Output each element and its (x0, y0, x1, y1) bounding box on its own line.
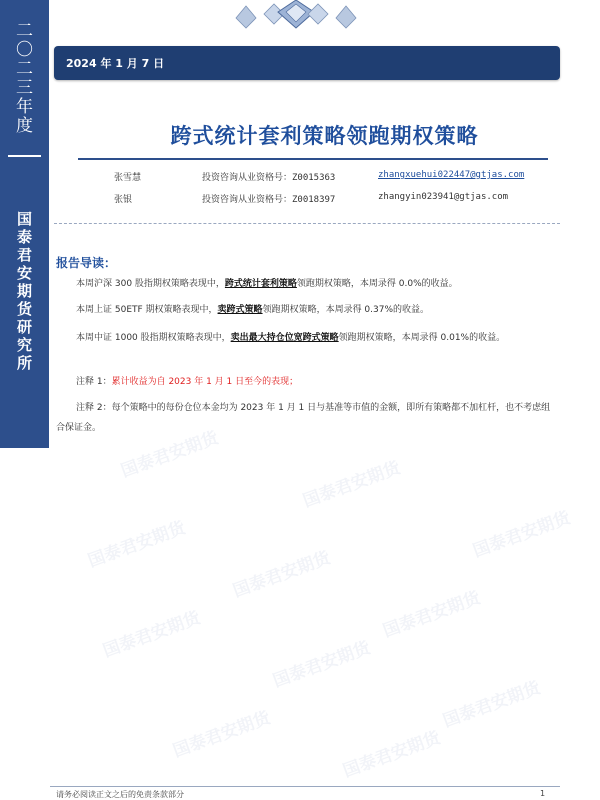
guide-heading: 报告导读： (56, 256, 117, 270)
author-name: 张银 (114, 195, 133, 205)
year-char: 二 (16, 21, 33, 41)
author-divider (54, 223, 560, 224)
company-char: 究 (16, 336, 32, 354)
company-char: 期 (16, 282, 32, 300)
author-email: zhangyin023941@gtjas.com (378, 192, 509, 202)
summary-paragraph: 本周中证 1000 股指期权策略表现中，卖出最大持仓位宽跨式策略领跑期权策略，本周录得 0.01%的收益。 (76, 333, 506, 343)
company-char: 所 (16, 354, 32, 372)
watermark: 国泰君安期货 (380, 588, 484, 642)
company-char: 国 (16, 210, 32, 228)
note-1: 注释 1：累计收益为自 2023 年 1 月 1 日至今的表现； (76, 377, 299, 387)
watermark: 国泰君安期货 (440, 678, 544, 732)
author-name: 张雪慧 (114, 173, 142, 183)
summary-paragraph: 本周上证 50ETF 期权策略表现中，卖跨式策略领跑期权策略，本周录得 0.37%的收益。 (76, 305, 430, 315)
title-rule (78, 158, 548, 160)
sidebar-year (0, 22, 49, 136)
sidebar-company (0, 210, 49, 372)
company-char: 研 (16, 318, 32, 336)
report-date: 2024 年 1 月 7 日 (66, 57, 165, 70)
watermark: 国泰君安期货 (170, 708, 274, 762)
footer-disclaimer: 请务必阅读正文之后的免责条款部分 (56, 790, 184, 799)
gem-logo-icon (226, 0, 366, 30)
year-char: 二 (16, 59, 33, 79)
watermark: 国泰君安期货 (340, 728, 444, 782)
company-char: 君 (16, 246, 32, 264)
watermark: 国泰君安期货 (100, 608, 204, 662)
year-char: 度 (16, 116, 33, 136)
company-char: 泰 (16, 228, 32, 246)
year-char: 年 (16, 97, 33, 117)
sidebar-divider (8, 155, 41, 157)
date-banner (54, 46, 560, 80)
author-email-link[interactable]: zhangxuehui022447@gtjas.com (378, 170, 525, 180)
author-cert: 投资咨询从业资格号：Z0015363 (202, 173, 336, 183)
note-2: 注释 2：每个策略中的每份仓位本金均为 2023 年 1 月 1 日与基准等市值的金额，即所有策略都不加杠杆，也不考虑组合保证金。 (56, 403, 551, 433)
page-title: 跨式统计套利策略领跑期权策略 (170, 124, 479, 148)
page-number: 1 (540, 789, 546, 798)
watermark: 国泰君安期货 (85, 518, 189, 572)
footer-rule (50, 786, 560, 787)
sidebar (0, 0, 49, 448)
watermark: 国泰君安期货 (118, 428, 222, 482)
year-char: 三 (16, 78, 33, 98)
watermark: 国泰君安期货 (230, 548, 334, 602)
company-char: 安 (16, 264, 32, 282)
author-cert: 投资咨询从业资格号：Z0018397 (202, 195, 336, 205)
watermark: 国泰君安期货 (270, 638, 374, 692)
year-char: 〇 (16, 40, 33, 60)
watermark: 国泰君安期货 (300, 458, 404, 512)
summary-paragraph: 本周沪深 300 股指期权策略表现中，跨式统计套利策略领跑期权策略，本周录得 0.0%的收益。 (76, 279, 458, 289)
company-char: 货 (16, 300, 32, 318)
watermark: 国泰君安期货 (470, 508, 574, 562)
